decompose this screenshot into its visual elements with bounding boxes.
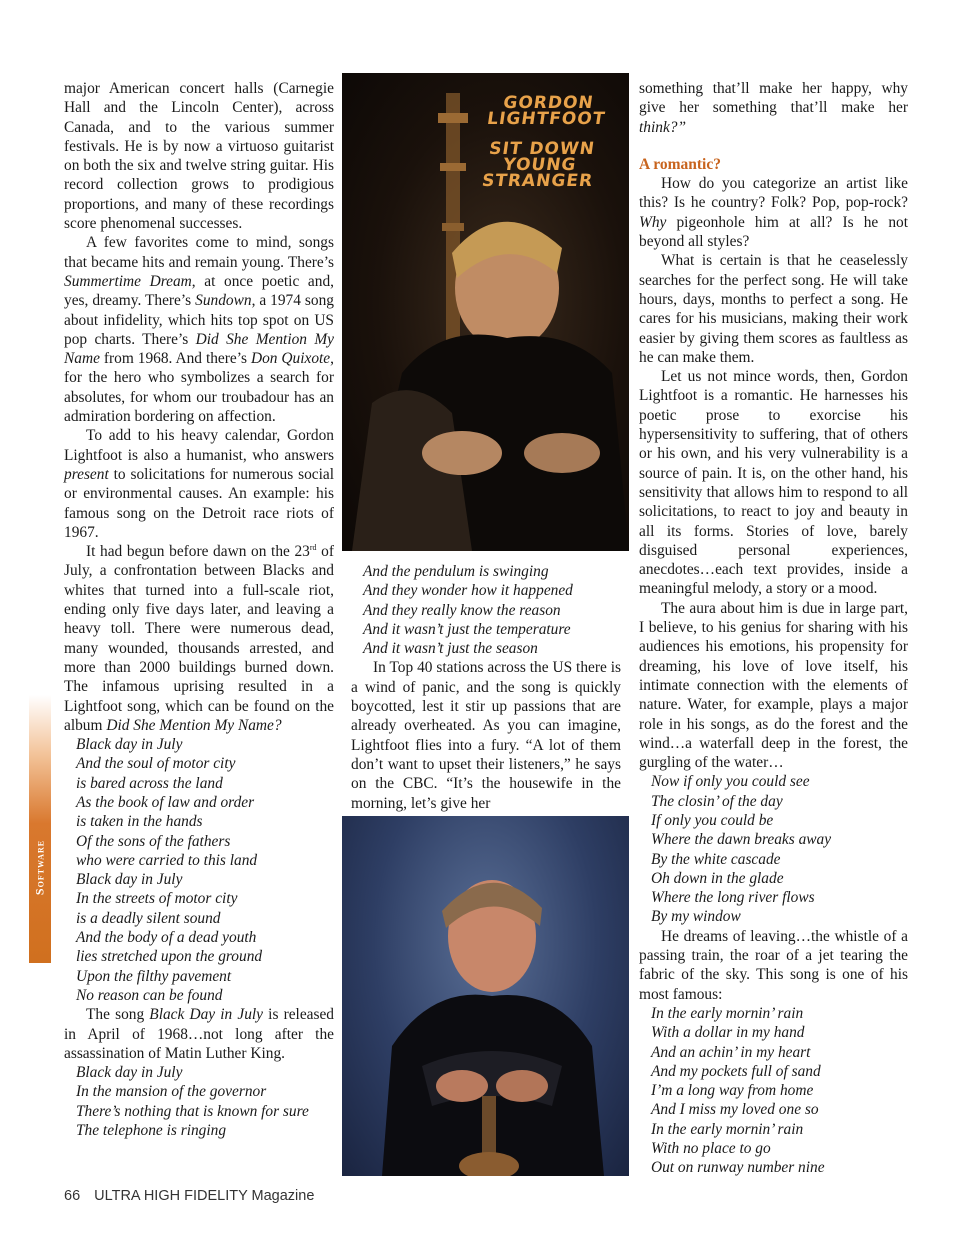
article-column-2 <box>351 562 621 813</box>
lyric-line: Black day in July <box>76 1064 183 1082</box>
paragraph: Let us not mince words, then, Gordon Lightfoot is a romantic. He harnesses his poetic prose to exorcise his hypersensitivity to suffering, that of others or his own, and his very vulnerability is a source of pain. It is, on the other hand, his sensitivity that allows him to respond to all solicitations, to react to joy and beauty in all its forms. Stories of love, barely disguised personal experiences, anecdotes…each text provides, inside a meaningful melody, a story or a mood. <box>639 368 908 598</box>
lyric-line: And they really know the reason <box>363 601 561 619</box>
paragraph: It had begun before dawn on the 23rd of July, a confrontation between Blacks and whites that turned into a full-scale riot, ending only five days later, and leaving a heavy toll. There were numerous dead, many wounded, thousands arrested, and more than 2000 buildings burned down. The infamous uprising resulted in a Lightfoot song, which can be found on the album Did She Mention My Name? <box>64 543 334 734</box>
lyric-line: Of the sons of the fathers <box>76 832 231 850</box>
lyric-line: lies stretched upon the ground <box>76 948 263 966</box>
lyric-line: Where the dawn breaks away <box>651 831 832 849</box>
lyric-line: By the white cascade <box>651 850 781 868</box>
lyric-line: Now if only you could see <box>651 773 810 791</box>
lyric-line: who were carried to this land <box>76 851 258 869</box>
lyric-line: The telephone is ringing <box>76 1122 227 1140</box>
article-column-1 <box>64 79 334 1140</box>
paragraph: In Top 40 stations across the US there is a wind of panic, and the song is quickly boycotted, lest it stir up passions that are already overheated. As you can imagine, Lightfoot flies into a fury. “A lot of them don’t want to upset their listeners,” he says on the CBC. “It’s the housewife in the morning, let’s give her <box>351 659 621 812</box>
section-tab-label: Software <box>32 839 47 896</box>
paragraph: major American concert halls (Carnegie Hall and the Lincoln Center), across Canada, and to the various summer festivals. He is by now a virtuoso guitarist on both the six and twelve string guitar. His record collection grows to prodigious proportions, and many of these recordings score phenomenal successes. <box>64 80 334 233</box>
lyric-line: And I miss my loved one so <box>651 1101 819 1119</box>
lyric-line: In the mansion of the governor <box>76 1083 267 1101</box>
album-cover-image <box>342 73 629 551</box>
lyric-line: In the streets of motor city <box>76 890 238 908</box>
lyric-line: And the soul of motor city <box>76 755 236 773</box>
paragraph: The song Black Day in July is released in April of 1968…not long after the assassination of Matin Luther King. <box>64 1006 335 1062</box>
lyric-line: And my pockets full of sand <box>651 1062 821 1080</box>
lyric-line: And the body of a dead youth <box>76 929 257 947</box>
paragraph: How do you categorize an artist like this? Is he country? Folk? Pop, pop-rock? Why pigeonhole him at all? Is he not beyond all styles? <box>639 175 908 251</box>
lyric-line: With no place to go <box>651 1140 771 1158</box>
lyrics-pendulum <box>351 562 621 658</box>
section-heading: A romantic? <box>639 155 721 173</box>
portrait-photo <box>342 816 629 1176</box>
lyric-line: By my window <box>651 908 741 926</box>
lyric-line: Black day in July <box>76 736 183 754</box>
paragraph: What is certain is that he ceaselessly searches for the perfect song. He will take hours, days, months to perfect a song. He cares for his musicians, making their work easier by giving them scores as faultless as he can make them. <box>639 252 908 366</box>
lyric-line: And it wasn’t just the season <box>363 640 538 658</box>
paragraph: He dreams of leaving…the whistle of a passing train, the roar of a jet tearing the fabric of the sky. This song is one of his most famous: <box>639 927 908 1003</box>
lyrics-early-morning-rain <box>639 1004 908 1178</box>
lyric-line: And they wonder how it happened <box>363 582 573 600</box>
lyric-line: Upon the filthy pavement <box>76 967 232 985</box>
paragraph: The aura about him is due in large part, I believe, to his genius for sharing with his audiences his emotions, his propensity for dreaming, his love of love itself, his intimate connection with the elements of nature. Water, for example, plays a major role in his songs, as do the forest and the wind…a waterfall deep in the forest, the gurgling of the water… <box>639 599 908 772</box>
paragraph: something that’ll make her happy, why give her something that’ll make her think?” <box>639 80 908 136</box>
lyric-line: And the pendulum is swinging <box>363 563 549 580</box>
page-number: 66 <box>64 1188 81 1204</box>
article-column-3 <box>639 79 908 1178</box>
lyric-line: Out on runway number nine <box>651 1159 825 1177</box>
lyric-line: In the early mornin’ rain <box>651 1120 804 1138</box>
lyric-line: In the early mornin’ rain <box>651 1004 804 1022</box>
page-footer <box>64 1188 314 1204</box>
lyric-line: The closin’ of the day <box>651 792 783 810</box>
lyric-line: As the book of law and order <box>76 793 255 811</box>
lyric-line: And it wasn’t just the temperature <box>363 620 571 638</box>
lyric-line: With a dollar in my hand <box>651 1024 805 1042</box>
lyric-line: is taken in the hands <box>76 813 203 831</box>
portrait-art <box>342 816 629 1176</box>
lyric-line: I’m a long way from home <box>651 1082 814 1100</box>
lyrics-black-day-in-july <box>64 735 334 1005</box>
lyrics-white-cascade <box>639 772 908 926</box>
lyric-line: Black day in July <box>76 871 183 889</box>
lyric-line: There’s nothing that is known for sure <box>76 1102 309 1120</box>
lyrics-black-day-in-july-2 <box>64 1063 334 1140</box>
lyric-line: If only you could be <box>651 811 774 829</box>
lyric-line: Where the long river flows <box>651 889 815 907</box>
lyric-line: No reason can be found <box>76 986 223 1004</box>
lyric-line: is a deadly silent sound <box>76 909 221 927</box>
paragraph: To add to his heavy calendar, Gordon Lightfoot is also a humanist, who answers present to solicitations for numerous social or environmental causes. An example: his famous song on the Detroit race riots of 1967. <box>64 427 334 541</box>
album-title: GORDON LIGHTFOOT SIT DOWN YOUNG STRANGER <box>480 93 607 191</box>
lyric-line: is bared across the land <box>76 774 223 792</box>
lyric-line: Oh down in the glade <box>651 869 784 887</box>
magazine-name: ULTRA HIGH FIDELITY Magazine <box>94 1188 315 1204</box>
paragraph: A few favorites come to mind, songs that became hits and remain young. There’s Summertime Dream, at once poetic and, yes, dreamy. There’s Sundown, a 1974 song about infidelity, which hits top spot on US pop charts. There’s Did She Mention My Name from 1968. And there’s Don Quixote, for the hero who symbolizes a search for absolutes, for whom our troubadour has an admiration bordering on affection. <box>64 234 335 426</box>
lyric-line: And an achin’ in my heart <box>651 1043 811 1061</box>
